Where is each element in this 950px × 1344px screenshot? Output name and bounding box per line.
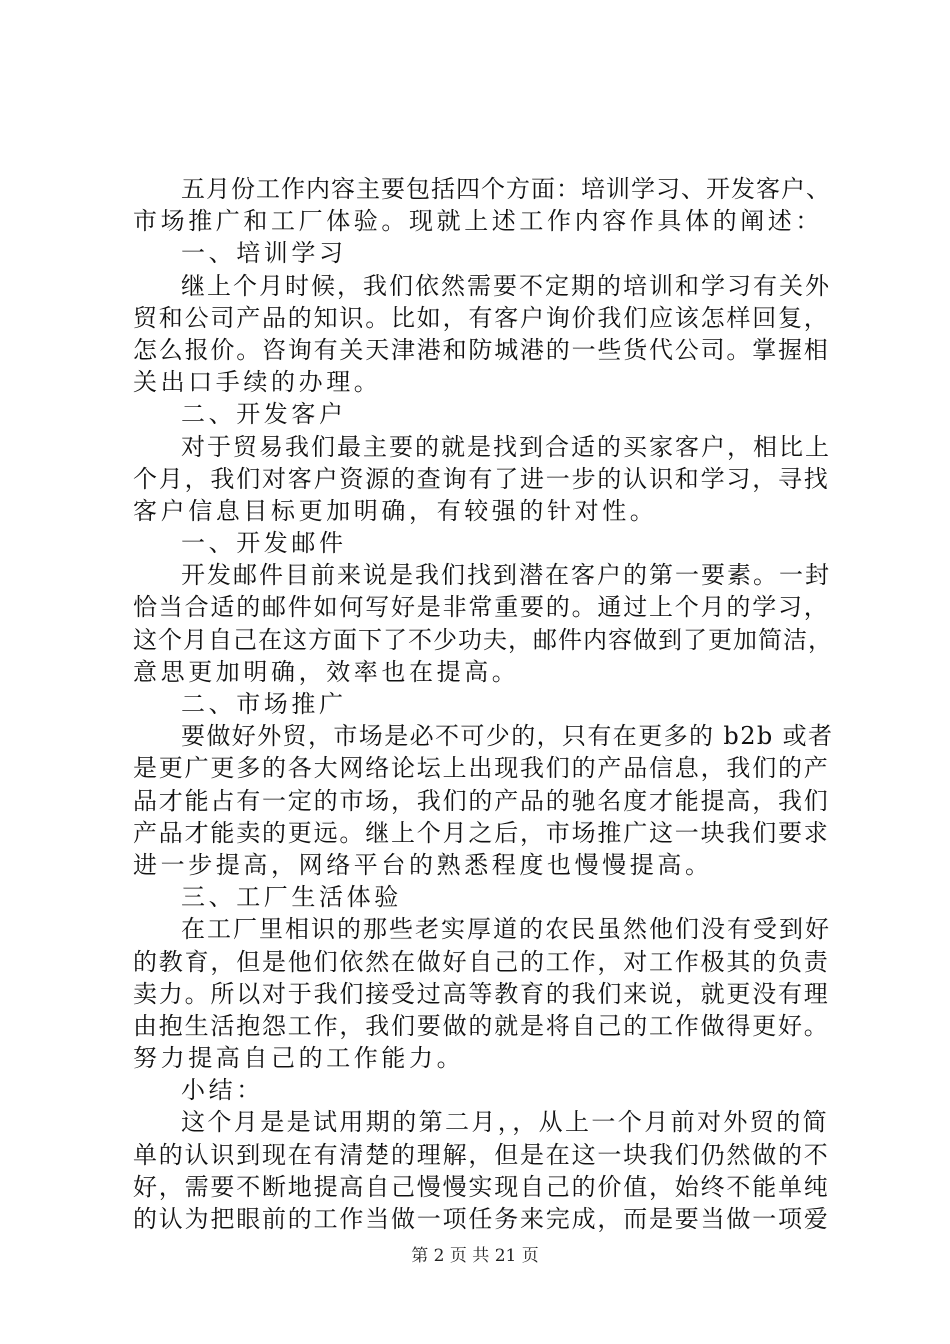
text-line: 怎么报价。咨询有关天津港和防城港的一些货代公司。掌握相 bbox=[133, 335, 830, 364]
text-line: 的认为把眼前的工作当做一项任务来完成，而是要当做一项爱 bbox=[133, 1205, 830, 1233]
text-line: 努力提高自己的工作能力。 bbox=[133, 1044, 465, 1073]
text-line: 的教育，但是他们依然在做好自己的工作，对工作极其的负责 bbox=[133, 947, 830, 976]
text-line: 意思更加明确，效率也在提高。 bbox=[133, 657, 520, 686]
text-line: 关出口手续的办理。 bbox=[133, 368, 382, 397]
text-line: 贸和公司产品的知识。比如，有客户询价我们应该怎样回复， bbox=[133, 303, 830, 332]
text-line: 一、培训学习 bbox=[181, 239, 347, 268]
text-line: 好，需要不断地提高自己慢慢实现自己的价值，始终不能单纯 bbox=[133, 1172, 830, 1201]
text-line: 二、市场推广 bbox=[181, 690, 347, 718]
page-number-footer: 第 2 页 共 21 页 bbox=[411, 1246, 539, 1266]
text-line: 产品才能卖的更远。继上个月之后，市场推广这一块我们要求 bbox=[133, 818, 830, 847]
text-line: 市场推广和工厂体验。现就上述工作内容作具体的阐述： bbox=[133, 207, 823, 236]
document-body bbox=[133, 173, 833, 1235]
text-line: 由抱生活抱怨工作，我们要做的就是将自己的工作做得更好。 bbox=[133, 1011, 830, 1040]
text-line: 进一步提高，网络平台的熟悉程度也慢慢提高。 bbox=[133, 850, 713, 879]
text-line: 继上个月时候，我们依然需要不定期的培训和学习有关外 bbox=[181, 271, 831, 300]
text-line: 在工厂里相识的那些老实厚道的农民虽然他们没有受到好 bbox=[181, 915, 831, 944]
text-line: 恰当合适的邮件如何写好是非常重要的。通过上个月的学习， bbox=[133, 593, 830, 622]
text-line: 单的认识到现在有清楚的理解，但是在这一块我们仍然做的不 bbox=[133, 1140, 830, 1169]
text-line: 客户信息目标更加明确，有较强的针对性。 bbox=[133, 496, 658, 525]
text-line: 三、工厂生活体验 bbox=[181, 883, 402, 912]
text-line: 卖力。所以对于我们接受过高等教育的我们来说，就更没有理 bbox=[133, 979, 830, 1008]
text-line: 这个月自己在这方面下了不少功夫，邮件内容做到了更加简洁， bbox=[133, 625, 833, 654]
text-line: 开发邮件目前来说是我们找到潜在客户的第一要素。一封 bbox=[181, 561, 831, 590]
text-line: 小结： bbox=[181, 1076, 264, 1105]
text-line: 二、开发客户 bbox=[181, 400, 347, 429]
text-line: 五月份工作内容主要包括四个方面：培训学习、开发客户、 bbox=[181, 175, 831, 203]
text-line: 个月，我们对客户资源的查询有了进一步的认识和学习，寻找 bbox=[133, 464, 830, 493]
text-line: 品才能占有一定的市场，我们的产品的驰名度才能提高，我们 bbox=[133, 786, 830, 815]
text-line: 对于贸易我们最主要的就是找到合适的买家客户，相比上 bbox=[181, 432, 831, 461]
text-line: 是更广更多的各大网络论坛上出现我们的产品信息，我们的产 bbox=[133, 754, 830, 783]
text-line: 一、开发邮件 bbox=[181, 529, 347, 558]
text-line: 这个月是是试用期的第二月，，从上一个月前对外贸的简 bbox=[181, 1108, 829, 1137]
text-line: 要做好外贸，市场是必不可少的，只有在更多的 b2b 或者 bbox=[181, 722, 834, 751]
